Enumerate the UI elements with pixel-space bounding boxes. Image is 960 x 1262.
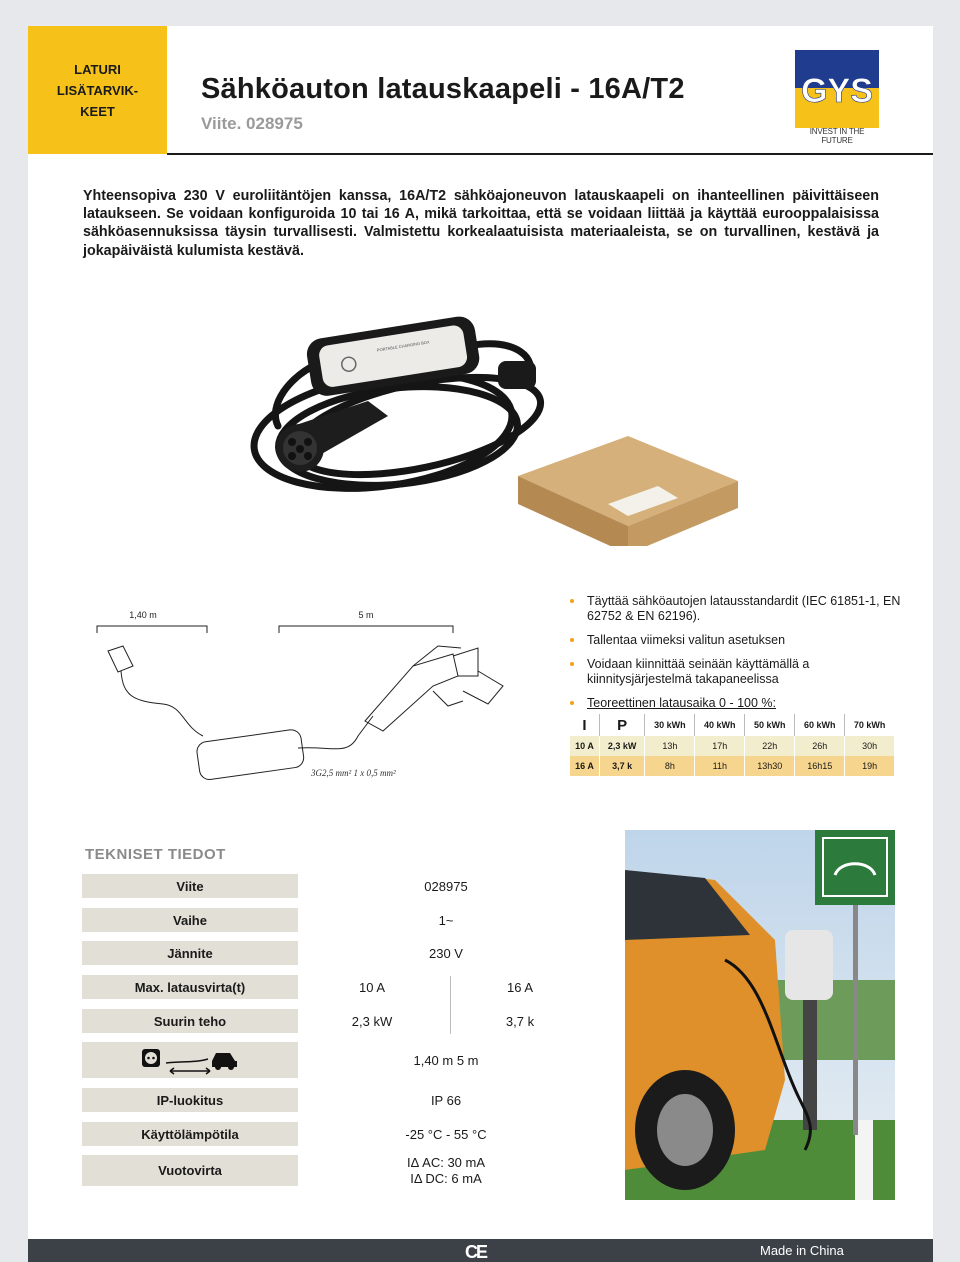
feature-item: Voidaan kiinnittää seinään käyttämällä a kiinnitysjärjestelmä takapaneelissa bbox=[568, 657, 908, 687]
spec-label: Viite bbox=[82, 874, 298, 898]
length-right-label: 5 m bbox=[358, 610, 374, 620]
table-cell: 17h bbox=[695, 736, 745, 756]
table-header-cell: 70 kWh bbox=[853, 720, 886, 730]
table-cell: 26h bbox=[795, 736, 845, 756]
spec-value-right: 3,7 k bbox=[505, 1013, 535, 1029]
product-reference: Viite. 028975 bbox=[201, 114, 303, 133]
table-cell: 13h bbox=[645, 736, 695, 756]
car-icon bbox=[212, 1053, 237, 1070]
spec-label: IP-luokitus bbox=[82, 1088, 298, 1112]
length-left-label: 1,40 m bbox=[129, 610, 157, 620]
table-cell: 16h15 bbox=[795, 756, 845, 776]
gys-logo bbox=[795, 50, 879, 134]
header-divider bbox=[167, 153, 933, 155]
table-cell: 19h bbox=[845, 756, 894, 776]
category-box bbox=[28, 26, 167, 154]
spec-value: 028975 bbox=[424, 878, 468, 894]
spec-value: -25 °C - 55 °C bbox=[405, 1126, 487, 1142]
product-description: Yhteensopiva 230 V euroliitäntöjen kanssa, 16A/T2 sähköajoneuvon latauskaapeli on ihanteellinen päivittäiseen lataukseen. Se voidaan konfiguroida 10 tai 16 A, mikä tarkoittaa, että se voidaan liittää ja käyttää eurooppalaisissa sähköasennuksissa täysin turvallisesti. Valmistettu korkealaatuisista materiaaleista, se on turvallinen, kestävä ja jokapäiväistä kulumista kestävä. bbox=[83, 188, 879, 259]
category-line-2: LISÄTARVIK- bbox=[56, 82, 139, 98]
spec-value: IP 66 bbox=[430, 1092, 462, 1108]
table-header-cell: 30 kWh bbox=[645, 714, 695, 736]
cable-arrow-icon bbox=[166, 1059, 210, 1074]
charge-time-heading: Teoreettinen latausaika 0 - 100 %: bbox=[587, 696, 777, 710]
table-cell: 13h30 bbox=[745, 756, 795, 776]
table-header-cell: 60 kWh bbox=[795, 714, 845, 736]
table-row bbox=[570, 736, 894, 756]
made-in-label: Made in China bbox=[760, 1243, 844, 1258]
table-cell: 8h bbox=[645, 756, 695, 776]
feature-list bbox=[568, 594, 908, 720]
feature-item: Tallentaa viimeksi valitun asetuksen bbox=[568, 633, 908, 648]
spec-row-operating-temp bbox=[82, 1122, 594, 1146]
spec-row-leakage-current bbox=[82, 1155, 594, 1186]
socket-icon bbox=[142, 1049, 160, 1067]
table-header-cell: I bbox=[570, 714, 599, 736]
spec-value bbox=[298, 1155, 594, 1186]
table-row bbox=[570, 756, 894, 776]
spec-value-left: 10 A bbox=[358, 979, 386, 995]
table-header-cell: P bbox=[599, 714, 644, 736]
table-cell: 3,7 k bbox=[599, 756, 644, 776]
feature-item bbox=[568, 696, 908, 711]
spec-value: 1,40 m 5 m bbox=[413, 1052, 479, 1068]
table-header-cell: 40 kWh bbox=[695, 714, 745, 736]
spec-value-right: 16 A bbox=[506, 979, 534, 995]
charging-box-label: PORTABLE CHARGING BOX bbox=[376, 339, 430, 353]
charge-time-table bbox=[570, 714, 894, 776]
table-cell: 22h bbox=[745, 736, 795, 756]
spec-row-cable-length bbox=[82, 1042, 594, 1078]
category-line-1: LATURI bbox=[74, 61, 121, 77]
spec-label: Jännite bbox=[82, 941, 298, 965]
logo-text: GYS bbox=[801, 72, 873, 110]
category-line-3: KEET bbox=[80, 103, 115, 119]
cable-length-diagram bbox=[83, 596, 533, 796]
spec-label: Suurin teho bbox=[82, 1009, 298, 1033]
table-cell: 11h bbox=[695, 756, 745, 776]
spec-label: Käyttölämpötila bbox=[82, 1122, 298, 1146]
leakage-dc-value: IΔ DC: 6 mA bbox=[410, 1170, 482, 1186]
table-cell: 16 A bbox=[570, 756, 599, 776]
leakage-ac-value: IΔ AC: 30 mA bbox=[406, 1154, 486, 1170]
spec-label: Vaihe bbox=[82, 908, 298, 932]
spec-label-icons bbox=[82, 1042, 298, 1078]
spec-row-max-current bbox=[82, 975, 594, 999]
spec-value: 230 V bbox=[429, 945, 463, 961]
table-cell: 30h bbox=[845, 736, 894, 756]
spec-row-ip-rating bbox=[82, 1088, 594, 1112]
spec-label: Vuotovirta bbox=[82, 1155, 298, 1186]
socket-cable-car-icons bbox=[140, 1045, 240, 1075]
spec-value: 1~ bbox=[438, 912, 454, 928]
spec-label: Max. latausvirta(t) bbox=[82, 975, 298, 999]
spec-row-reference bbox=[82, 874, 594, 898]
footer-bar bbox=[28, 1239, 933, 1262]
cable-spec-label: 3G2,5 mm² 1 x 0,5 mm² bbox=[311, 768, 396, 778]
charge-table-header-row bbox=[570, 714, 894, 736]
product-image bbox=[228, 276, 748, 546]
car-charging-photo bbox=[625, 830, 895, 1200]
table-cell: 10 A bbox=[570, 736, 599, 756]
spec-column-divider bbox=[450, 976, 451, 1034]
ce-mark: CE bbox=[465, 1242, 487, 1262]
spec-row-max-power bbox=[82, 1009, 594, 1033]
logo-tagline: INVEST IN THE FUTURE bbox=[809, 127, 865, 145]
spec-row-voltage bbox=[82, 941, 594, 965]
feature-item: Täyttää sähköautojen latausstandardit (IEC 61851-1, EN 62752 & EN 62196). bbox=[568, 594, 908, 624]
product-title: Sähköauton latauskaapeli - 16A/T2 bbox=[201, 73, 685, 105]
spec-value-left: 2,3 kW bbox=[351, 1013, 393, 1029]
table-cell: 2,3 kW bbox=[599, 736, 644, 756]
tech-section-title: TEKNISET TIEDOT bbox=[85, 846, 226, 863]
datasheet-page bbox=[28, 26, 933, 1262]
spec-row-phase bbox=[82, 908, 594, 932]
table-header-cell: 50 kWh bbox=[745, 714, 795, 736]
